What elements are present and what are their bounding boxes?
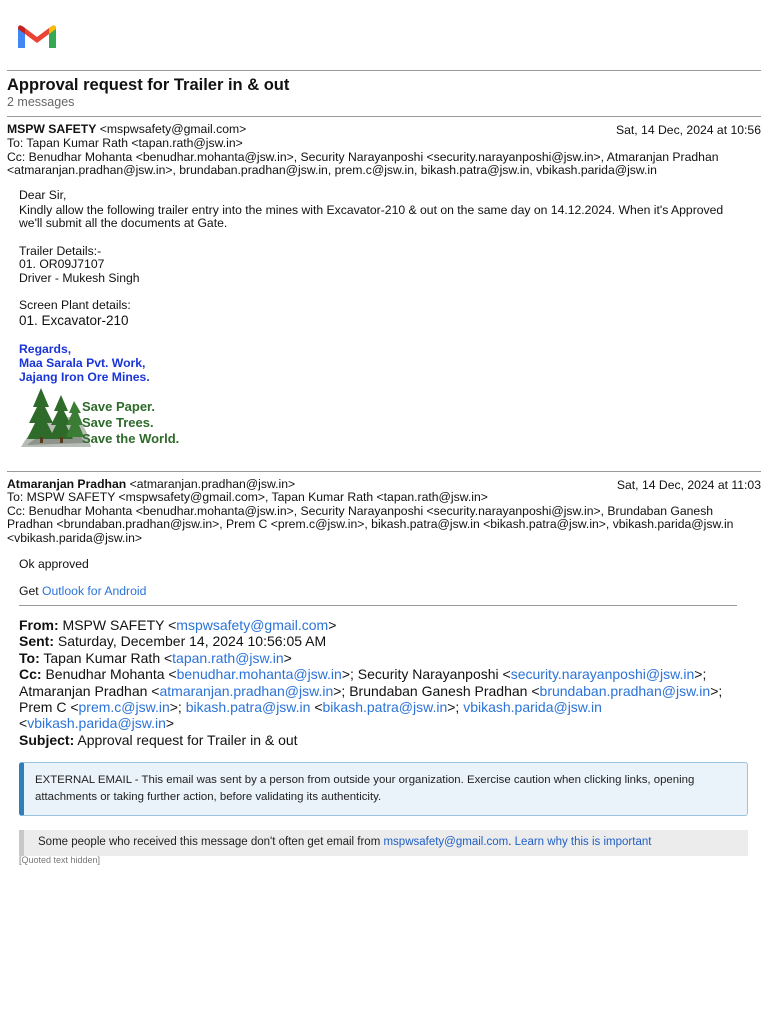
sender-name: Atmaranjan Pradhan	[7, 477, 127, 491]
cc-text: >; Security Narayanposhi <	[341, 666, 511, 682]
cc-text: <	[19, 715, 28, 731]
get-outlook-line	[19, 584, 146, 598]
message2-cc-line3: <vbikash.parida@jsw.in>	[7, 531, 142, 545]
save-paper-banner	[19, 385, 189, 451]
cc-email-link[interactable]: security.narayanposhi@jsw.in	[510, 666, 695, 682]
sender-warning-banner	[19, 830, 748, 856]
cc-email-link[interactable]: prem.c@jsw.in	[78, 699, 170, 715]
quoted-cc-line3	[19, 699, 602, 715]
message1-date: Sat, 14 Dec, 2024 at 10:56	[615, 123, 761, 137]
cc-email-link[interactable]: brundaban.pradhan@jsw.in	[539, 683, 711, 699]
thread-subject: Approval request for Trailer in & out	[7, 76, 290, 94]
body-line: Dear Sir,	[19, 188, 67, 202]
body-line: Driver - Mukesh Singh	[19, 271, 140, 285]
cc-email-link[interactable]: benudhar.mohanta@jsw.in	[176, 666, 342, 682]
from-email-link[interactable]: mspwsafety@gmail.com	[176, 617, 329, 633]
message1-cc-line1: Cc: Benudhar Mohanta <benudhar.mohanta@jsw.in>, Security Narayanposhi <security.narayanposhi@jsw.in>, Atmaranjan Pradhan	[7, 150, 719, 164]
sender-warning-text	[38, 836, 651, 848]
divider	[7, 116, 761, 117]
cc-email-link[interactable]: atmaranjan.pradhan@jsw.in	[159, 683, 334, 699]
to-email-link[interactable]: tapan.rath@jsw.in	[172, 650, 284, 666]
quoted-sent	[19, 633, 326, 649]
sent-value: Saturday, December 14, 2024 10:56:05 AM	[54, 633, 327, 649]
message-count: 2 messages	[7, 95, 75, 109]
cc-text: >;	[447, 699, 464, 715]
divider	[7, 471, 761, 472]
message2-body: Ok approved	[19, 557, 89, 571]
cc-text: Prem C <	[19, 699, 79, 715]
warning-text: Some people who received this message don't often get email from	[38, 836, 384, 848]
message1-to: To: Tapan Kumar Rath <tapan.rath@jsw.in>	[7, 136, 243, 150]
bracket: >	[328, 617, 337, 633]
subject-value: Approval request for Trailer in & out	[74, 732, 298, 748]
warning-sep: .	[508, 836, 515, 848]
body-line: Kindly allow the following trailer entry into the mines with Excavator-210 & out on the same day on 14.12.2024. When it's Approved	[19, 203, 724, 217]
cc-text: >	[165, 715, 175, 731]
gmail-logo	[16, 20, 58, 50]
to-name: Tapan Kumar Rath <	[39, 650, 173, 666]
body-line: 01. Excavator-210	[19, 313, 129, 328]
learn-why-link[interactable]: Learn why this is important	[514, 836, 652, 848]
signature-line: Maa Sarala Pvt. Work,	[19, 356, 146, 370]
cc-label: Cc:	[19, 666, 42, 682]
external-email-notice	[19, 762, 748, 816]
cc-text: <	[310, 699, 323, 715]
quoted-cc-line1	[19, 666, 706, 682]
quoted-subject	[19, 732, 298, 748]
cc-text: Atmaranjan Pradhan <	[19, 683, 160, 699]
sent-label: Sent:	[19, 633, 54, 649]
message2-to: To: MSPW SAFETY <mspwsafety@gmail.com>, Tapan Kumar Rath <tapan.rath@jsw.in>	[7, 490, 488, 504]
warning-email-link[interactable]: mspwsafety@gmail.com	[383, 836, 509, 848]
cc-text: >; Brundaban Ganesh Pradhan <	[333, 683, 540, 699]
body-line: Trailer Details:-	[19, 244, 102, 258]
cc-text: >;	[694, 666, 707, 682]
signature-line: Regards,	[19, 342, 72, 356]
subject-label: Subject:	[19, 732, 75, 748]
message2-cc-line2: Pradhan <brundaban.pradhan@jsw.in>, Prem C <prem.c@jsw.in>, bikash.patra@jsw.in <bikash.patra@jsw.in>, vbikash.parida@jsw.in	[7, 517, 734, 531]
sender-name: MSPW SAFETY	[7, 122, 97, 136]
banner-line: Save the World.	[82, 431, 180, 446]
cc-text: >;	[710, 683, 723, 699]
from-name: MSPW SAFETY <	[58, 617, 177, 633]
bracket: >	[283, 650, 292, 666]
quoted-cc-line2	[19, 683, 722, 699]
sender-email: <mspwsafety@gmail.com>	[99, 122, 247, 136]
signature-line: Jajang Iron Ore Mines.	[19, 370, 150, 384]
message2-cc-line1: Cc: Benudhar Mohanta <benudhar.mohanta@jsw.in>, Security Narayanposhi <security.narayanposhi@jsw.in>, Brundaban Ganesh	[7, 504, 714, 518]
body-line: 01. OR09J7107	[19, 257, 105, 271]
body-line: Screen Plant details:	[19, 298, 131, 312]
get-prefix: Get	[19, 584, 43, 598]
cc-email-link[interactable]: vbikash.parida@jsw.in	[27, 715, 166, 731]
quoted-cc-line4	[19, 715, 174, 731]
body-line: we'll submit all the documents at Gate.	[19, 216, 228, 230]
sender-email: <atmaranjan.pradhan@jsw.in>	[129, 477, 296, 491]
message1-sender	[7, 123, 246, 137]
quote-divider	[19, 605, 737, 606]
from-label: From:	[19, 617, 59, 633]
quoted-from	[19, 617, 336, 633]
message2-date: Sat, 14 Dec, 2024 at 11:03	[616, 478, 761, 492]
quoted-to	[19, 650, 292, 666]
cc-text: >;	[169, 699, 186, 715]
quoted-text-hidden[interactable]: [Quoted text hidden]	[19, 855, 101, 865]
banner-line: Save Paper.	[82, 399, 155, 414]
to-label: To:	[19, 650, 40, 666]
outlook-link[interactable]: Outlook for Android	[42, 584, 147, 598]
divider	[7, 70, 761, 71]
cc-email-link[interactable]: vbikash.parida@jsw.in	[463, 699, 602, 715]
cc-email-link[interactable]: bikash.patra@jsw.in	[322, 699, 448, 715]
cc-email-link[interactable]: bikash.patra@jsw.in	[185, 699, 311, 715]
external-notice-text: EXTERNAL EMAIL - This email was sent by a person from outside your organization. Exercise caution when clicking links, opening attachments or taking further action, before validating its authenticity.	[35, 774, 695, 803]
banner-line: Save Trees.	[82, 415, 154, 430]
message1-cc-line2: <atmaranjan.pradhan@jsw.in>, brundaban.pradhan@jsw.in, prem.c@jsw.in, bikash.patra@jsw.in, vbikash.parida@jsw.in	[7, 163, 657, 177]
cc-text: Benudhar Mohanta <	[41, 666, 177, 682]
